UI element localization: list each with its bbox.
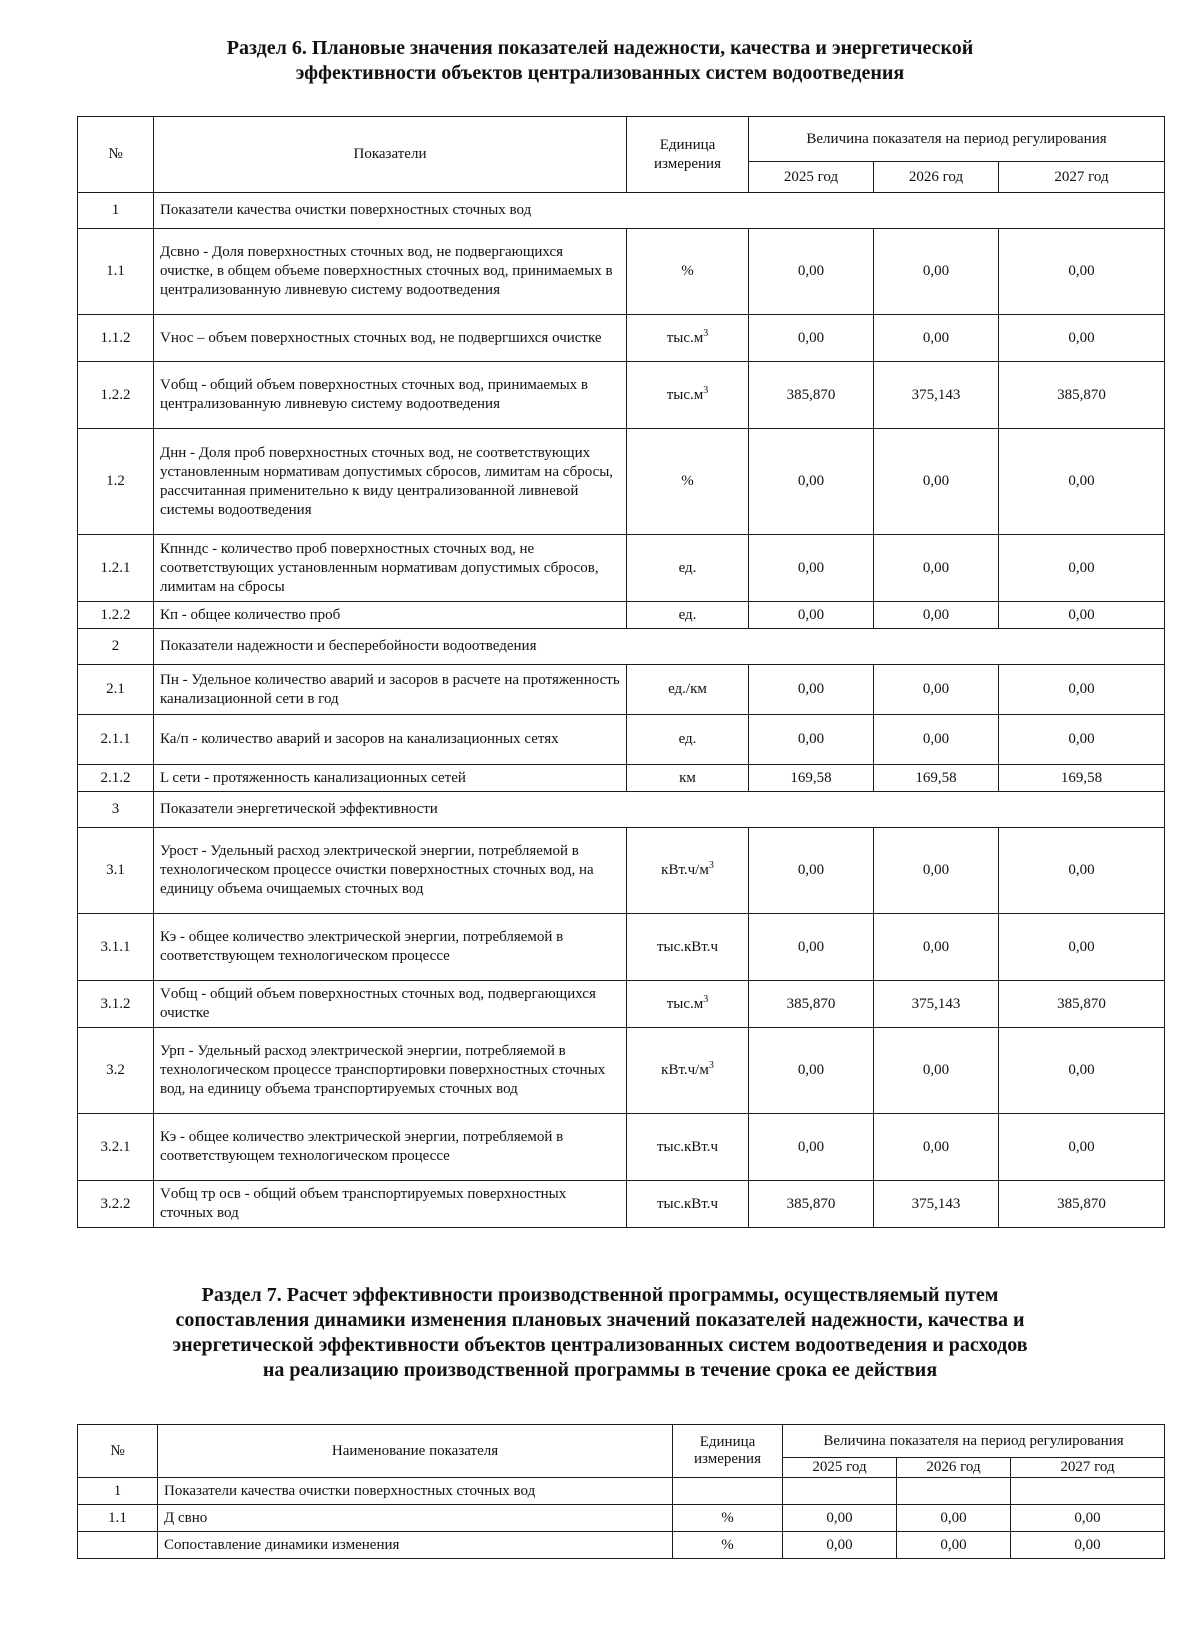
- row-unit: [627, 914, 749, 981]
- row-value-2027: 0,00: [999, 914, 1165, 981]
- row-unit-text: ед.: [678, 559, 697, 576]
- row-number: 2.1: [78, 665, 154, 715]
- table-row: [78, 1478, 1165, 1505]
- section6-title: [60, 36, 1140, 86]
- header-period: Величина показателя на период регулирования: [749, 117, 1165, 162]
- row-value-2025: 0,00: [783, 1505, 897, 1532]
- row-unit-text: км: [679, 769, 696, 786]
- row-unit-superscript: 3: [703, 327, 709, 339]
- row-value-2025: 0,00: [749, 828, 874, 914]
- row-value-2027: 0,00: [1011, 1532, 1165, 1559]
- table-row: [78, 715, 1165, 765]
- row-unit-superscript: 3: [703, 384, 709, 396]
- row-unit: [627, 1181, 749, 1228]
- row-value-2026: 0,00: [874, 429, 999, 535]
- row-unit: [673, 1532, 783, 1559]
- row-unit: [627, 1028, 749, 1114]
- row-indicator: L сети - протяженность канализационных сетей: [154, 765, 627, 792]
- section6-title-line2: эффективности объектов централизованных систем водоотведения: [295, 62, 905, 84]
- table-row: [78, 1181, 1165, 1228]
- row-unit: [627, 602, 749, 629]
- row-unit: [673, 1505, 783, 1532]
- row-value-2026: 0,00: [874, 602, 999, 629]
- row-number: 1: [78, 1478, 158, 1505]
- section6-table-body: [78, 193, 1165, 1228]
- row-value-2025: 0,00: [749, 715, 874, 765]
- section7-title-line3: энергетической эффективности объектов централизованных систем водоотведения и расходов: [172, 1334, 1028, 1356]
- row-indicator: Vобщ - общий объем поверхностных сточных вод, подвергающихся очистке: [154, 981, 627, 1028]
- row-number: 1.1: [78, 1505, 158, 1532]
- row-value-2026: 0,00: [874, 828, 999, 914]
- row-number: 1.1.2: [78, 315, 154, 362]
- row-unit-text: кВт.ч/м: [661, 1062, 709, 1078]
- row-unit: [627, 765, 749, 792]
- table-row: [78, 193, 1165, 229]
- row-value-2025: 0,00: [749, 665, 874, 715]
- row-number: 3.2.2: [78, 1181, 154, 1228]
- row-unit-text: тыс.кВт.ч: [656, 1138, 719, 1155]
- row-value-2026: 0,00: [874, 1114, 999, 1181]
- section7-title: [60, 1283, 1140, 1383]
- row-value-2025: 169,58: [749, 765, 874, 792]
- row-unit-text: тыс.кВт.ч: [656, 1195, 719, 1212]
- row-indicator: Vобщ - общий объем поверхностных сточных вод, принимаемых в централизованную ливневую систему водоотведения: [154, 362, 627, 429]
- row-unit-text: тыс.м: [666, 386, 704, 403]
- row-value-2027: 0,00: [999, 1028, 1165, 1114]
- row-value-2027: [1011, 1478, 1165, 1505]
- row-unit-text: %: [721, 1509, 734, 1526]
- row-unit-text: тыс.м: [666, 995, 704, 1012]
- row-unit-text: %: [681, 263, 694, 279]
- row-value-2027: 0,00: [999, 535, 1165, 602]
- section7-title-line2: сопоставления динамики изменения плановых значений показателей надежности, качества и: [175, 1309, 1025, 1331]
- row-unit-text: тыс.м: [666, 329, 704, 346]
- row-unit: [627, 715, 749, 765]
- row-value-2025: 0,00: [749, 535, 874, 602]
- header-period: Величина показателя на период регулирования: [783, 1425, 1165, 1458]
- row-unit-superscript: 3: [708, 860, 714, 871]
- row-indicator: Показатели качества очистки поверхностных сточных вод: [158, 1478, 673, 1505]
- row-unit: [627, 1114, 749, 1181]
- header-year-2027: 2027 год: [1011, 1458, 1165, 1478]
- row-unit: [627, 362, 749, 429]
- table-row: [78, 765, 1165, 792]
- table-row: [78, 792, 1165, 828]
- row-value-2026: 375,143: [874, 981, 999, 1028]
- row-value-2025: 385,870: [749, 1181, 874, 1228]
- row-value-2026: 375,143: [874, 362, 999, 429]
- row-value-2027: 0,00: [1011, 1505, 1165, 1532]
- row-number: 1.2.1: [78, 535, 154, 602]
- header-year-2026: 2026 год: [897, 1458, 1011, 1478]
- row-unit: [673, 1478, 783, 1505]
- row-unit-text: ед.: [678, 731, 697, 747]
- section7-table: [77, 1424, 1165, 1559]
- row-number: 3.1.1: [78, 914, 154, 981]
- row-number: 1.1: [78, 229, 154, 315]
- row-indicator: Урп - Удельный расход электрической энергии, потребляемой в технологическом процессе транспортировки поверхностных сточных вод, на единицу объема транспортируемых сточных вод: [154, 1028, 627, 1114]
- row-number: 1.2: [78, 429, 154, 535]
- row-value-2027: 0,00: [999, 665, 1165, 715]
- row-indicator: Пн - Удельное количество аварий и засоров в расчете на протяженность канализационной сети в год: [154, 665, 627, 715]
- section7-title-line4: на реализацию производственной программы в течение срока ее действия: [262, 1359, 938, 1381]
- table-row: [78, 629, 1165, 665]
- row-value-2026: [897, 1478, 1011, 1505]
- row-indicator: Кэ - общее количество электрической энергии, потребляемой в соответствующем технологическом процессе: [154, 914, 627, 981]
- table-row: [78, 1028, 1165, 1114]
- table-row: [78, 429, 1165, 535]
- row-value-2025: 385,870: [749, 362, 874, 429]
- row-unit-text: тыс.кВт.ч: [656, 938, 719, 955]
- section7-table-body: [78, 1478, 1165, 1559]
- row-group-title: Показатели энергетической эффективности: [154, 792, 1165, 828]
- row-unit: [627, 828, 749, 914]
- row-number: 1.2.2: [78, 602, 154, 629]
- row-unit: [627, 981, 749, 1028]
- row-number: 3.2: [78, 1028, 154, 1114]
- row-value-2027: 385,870: [999, 981, 1165, 1028]
- header-indicator: Наименование показателя: [158, 1425, 673, 1478]
- row-unit-text: ед.: [678, 606, 697, 623]
- row-value-2026: 375,143: [874, 1181, 999, 1228]
- row-unit: [627, 315, 749, 362]
- header-indicator: Показатели: [154, 117, 627, 193]
- row-value-2027: 0,00: [999, 828, 1165, 914]
- table-row: [78, 1532, 1165, 1559]
- section7-title-line1: Раздел 7. Расчет эффективности производственной программы, осуществляемый путем: [201, 1284, 999, 1306]
- row-number: 2.1.2: [78, 765, 154, 792]
- row-number: 2: [78, 629, 154, 665]
- row-value-2027: 0,00: [999, 1114, 1165, 1181]
- row-indicator: Днн - Доля проб поверхностных сточных вод, не соответствующих установленным нормативам допустимых сбросов, лимитам на сбросы, рассчитанная применительно к виду централизованной ливневой системы водоотведения: [154, 429, 627, 535]
- row-unit: [627, 535, 749, 602]
- row-value-2027: 0,00: [999, 429, 1165, 535]
- row-value-2026: 169,58: [874, 765, 999, 792]
- row-number: 3.1.2: [78, 981, 154, 1028]
- row-indicator: Кп - общее количество проб: [154, 602, 627, 629]
- row-unit-text: %: [721, 1536, 734, 1553]
- row-value-2026: 0,00: [874, 715, 999, 765]
- row-value-2026: 0,00: [874, 665, 999, 715]
- row-unit-superscript: 3: [703, 993, 709, 1005]
- row-value-2025: [783, 1478, 897, 1505]
- row-value-2025: 0,00: [749, 315, 874, 362]
- table-row: [78, 914, 1165, 981]
- row-unit-text: ед./км: [668, 681, 707, 697]
- row-unit-text: %: [681, 473, 694, 489]
- row-value-2027: 169,58: [999, 765, 1165, 792]
- row-value-2025: 0,00: [749, 429, 874, 535]
- table-row: [78, 535, 1165, 602]
- row-unit: [627, 665, 749, 715]
- row-unit: [627, 229, 749, 315]
- row-value-2025: 0,00: [749, 229, 874, 315]
- section6-table: [77, 116, 1165, 1228]
- row-value-2026: 0,00: [874, 535, 999, 602]
- header-number: №: [78, 1425, 158, 1478]
- header-year-2025: 2025 год: [749, 162, 874, 193]
- row-value-2025: 385,870: [749, 981, 874, 1028]
- row-number: [78, 1532, 158, 1559]
- row-number: 3.1: [78, 828, 154, 914]
- row-number: 1.2.2: [78, 362, 154, 429]
- row-value-2027: 0,00: [999, 229, 1165, 315]
- row-value-2025: 0,00: [749, 1114, 874, 1181]
- row-group-title: Показатели надежности и бесперебойности водоотведения: [154, 629, 1165, 665]
- table-row: [78, 229, 1165, 315]
- table-row: [78, 1505, 1165, 1532]
- row-value-2026: 0,00: [874, 229, 999, 315]
- row-value-2025: 0,00: [749, 1028, 874, 1114]
- header-year-2025: 2025 год: [783, 1458, 897, 1478]
- row-indicator: Ка/п - количество аварий и засоров на канализационных сетях: [154, 715, 627, 765]
- row-indicator: Урост - Удельный расход электрической энергии, потребляемой в технологическом процессе очистки поверхностных сточных вод, на единицу объема очищаемых сточных вод: [154, 828, 627, 914]
- header-unit: Единица измерения: [627, 117, 749, 193]
- row-indicator: Vобщ тр осв - общий объем транспортируемых поверхностных сточных вод: [154, 1181, 627, 1228]
- row-indicator: Д свно: [158, 1505, 673, 1532]
- row-unit: [627, 429, 749, 535]
- table-row: [78, 315, 1165, 362]
- row-value-2026: 0,00: [874, 1028, 999, 1114]
- row-number: 3.2.1: [78, 1114, 154, 1181]
- row-group-title: Показатели качества очистки поверхностных сточных вод: [154, 193, 1165, 229]
- row-indicator: Vнос – объем поверхностных сточных вод, не подвергшихся очистке: [154, 315, 627, 362]
- table-row: [78, 828, 1165, 914]
- header-year-2026: 2026 год: [874, 162, 999, 193]
- table-row: [78, 362, 1165, 429]
- row-indicator: Кпнндс - количество проб поверхностных сточных вод, не соответствующих установленным нормативам допустимых сбросов, лимитам на сбросы: [154, 535, 627, 602]
- row-value-2026: 0,00: [897, 1505, 1011, 1532]
- table-row: [78, 1114, 1165, 1181]
- table-row: [78, 602, 1165, 629]
- row-indicator: Дсвно - Доля поверхностных сточных вод, не подвергающихся очистке, в общем объеме поверхностных сточных вод, принимаемых в централизованную ливневую систему водоотведения: [154, 229, 627, 315]
- row-value-2027: 0,00: [999, 315, 1165, 362]
- table-row: [78, 665, 1165, 715]
- row-value-2027: 0,00: [999, 715, 1165, 765]
- row-value-2025: 0,00: [749, 914, 874, 981]
- row-value-2027: 0,00: [999, 602, 1165, 629]
- row-value-2027: 385,870: [999, 362, 1165, 429]
- table-row: [78, 981, 1165, 1028]
- row-number: 2.1.1: [78, 715, 154, 765]
- row-value-2025: 0,00: [749, 602, 874, 629]
- row-number: 1: [78, 193, 154, 229]
- row-value-2027: 385,870: [999, 1181, 1165, 1228]
- header-number: №: [78, 117, 154, 193]
- row-value-2026: 0,00: [874, 914, 999, 981]
- row-unit-text: кВт.ч/м: [661, 862, 709, 878]
- section6-title-line1: Раздел 6. Плановые значения показателей надежности, качества и энергетической: [226, 37, 974, 59]
- header-year-2027: 2027 год: [999, 162, 1165, 193]
- row-indicator: Кэ - общее количество электрической энергии, потребляемой в соответствующем технологическом процессе: [154, 1114, 627, 1181]
- row-value-2026: 0,00: [897, 1532, 1011, 1559]
- row-value-2026: 0,00: [874, 315, 999, 362]
- row-indicator: Сопоставление динамики изменения: [158, 1532, 673, 1559]
- header-unit: Единица измерения: [673, 1425, 783, 1478]
- row-value-2025: 0,00: [783, 1532, 897, 1559]
- row-number: 3: [78, 792, 154, 828]
- row-unit-superscript: 3: [708, 1060, 714, 1071]
